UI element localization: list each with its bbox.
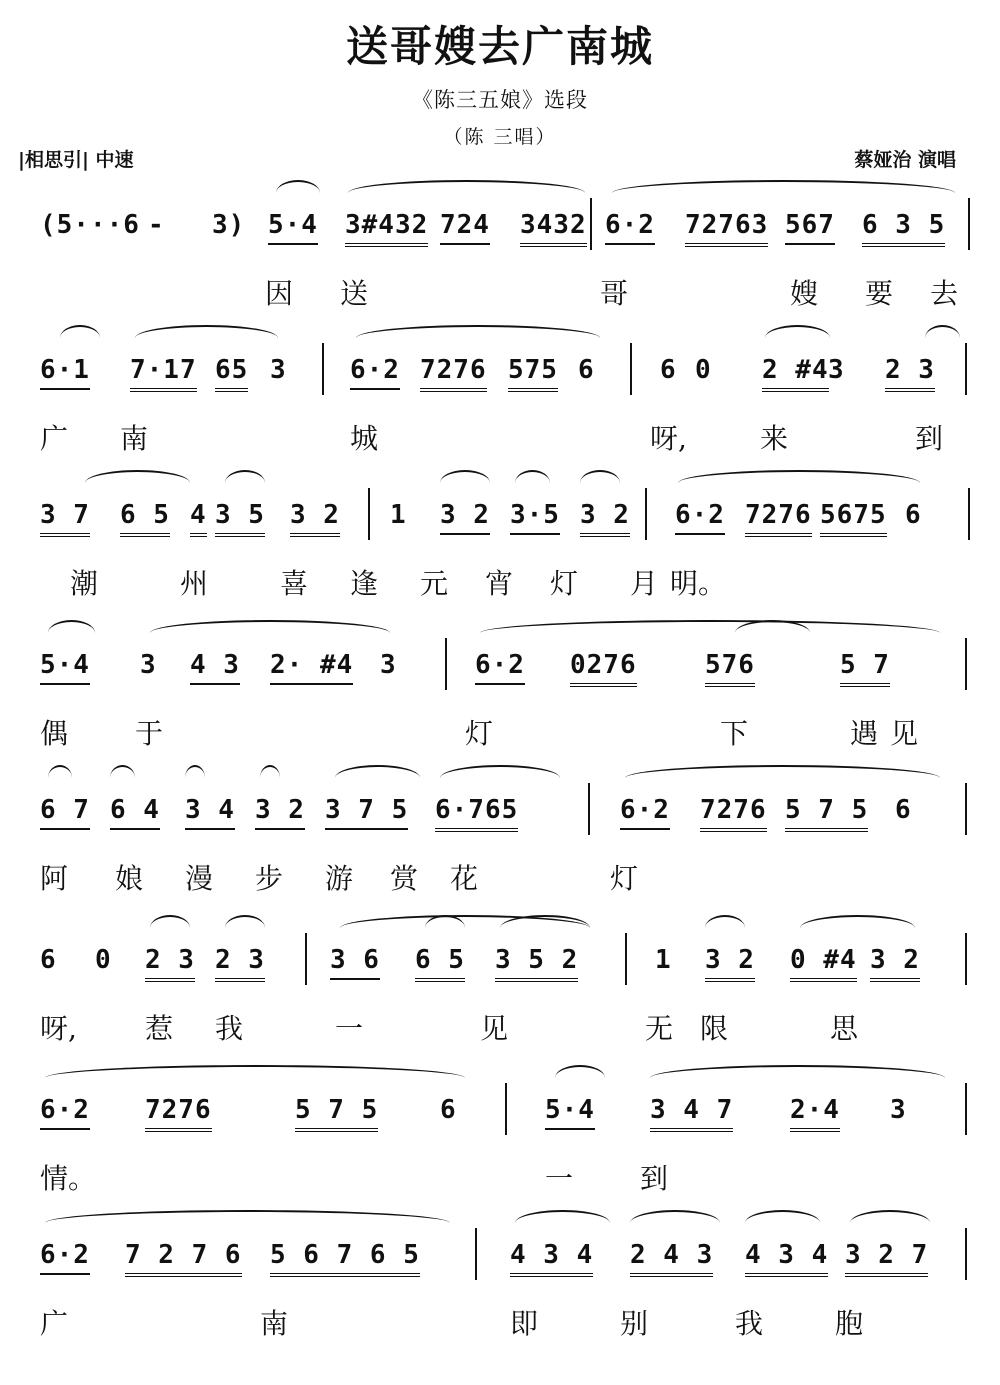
note-group: 5 7 xyxy=(840,650,890,687)
note-group: 5·4 xyxy=(40,650,90,685)
slur-arc xyxy=(678,470,920,496)
note-group: 6·2 xyxy=(620,795,670,830)
lyric-char: 去 xyxy=(930,277,959,310)
note-group: 3·5 xyxy=(510,500,560,535)
slur-arc xyxy=(800,915,915,941)
note-group: 3 4 xyxy=(185,795,235,830)
bar-line xyxy=(965,343,967,395)
lyric-char: 惹 xyxy=(145,1012,174,1045)
slur-arc xyxy=(335,765,420,791)
slur-arc xyxy=(225,915,265,941)
note-group: 7276 xyxy=(145,1095,212,1132)
lyric-char: 元 xyxy=(420,567,449,600)
bar-line xyxy=(968,198,970,250)
bar-line xyxy=(965,933,967,985)
lyric-char: 广 xyxy=(40,1307,69,1340)
note-group: 6 xyxy=(660,355,677,385)
bar-line xyxy=(322,343,324,395)
slur-arc xyxy=(45,1065,465,1091)
note-group: 3 2 xyxy=(290,500,340,537)
bar-line xyxy=(968,488,970,540)
note-group: 6 7 xyxy=(40,795,90,830)
lyric-char: 于 xyxy=(135,717,164,750)
note-group: 3 2 xyxy=(580,500,630,537)
note-group: 2· #4 xyxy=(270,650,353,685)
lyric-char: 胞 xyxy=(835,1307,864,1340)
lyric-char: 州 xyxy=(180,567,209,600)
lyric-char: 一 xyxy=(335,1012,364,1045)
note-group: 3 7 5 xyxy=(325,795,408,830)
slur-arc xyxy=(612,180,955,206)
slur-arc xyxy=(555,1065,605,1091)
note-group: 5675 xyxy=(820,500,887,537)
lyric-char: 要 xyxy=(865,277,894,310)
bar-line xyxy=(645,488,647,540)
note-group: 3 5 xyxy=(215,500,265,537)
slur-arc xyxy=(850,1210,930,1236)
note-group: 65 xyxy=(215,355,248,392)
note-group: 1 xyxy=(655,945,672,975)
note-group: 7276 xyxy=(420,355,487,392)
note-group: 2 3 xyxy=(215,945,265,982)
note-group: 0 #4 xyxy=(790,945,857,982)
note-group: 2 3 xyxy=(145,945,195,982)
bar-line xyxy=(445,638,447,690)
note-group: 6·765 xyxy=(435,795,518,832)
note-group: 5 7 5 xyxy=(295,1095,378,1132)
slur-arc xyxy=(85,470,190,496)
lyric-line xyxy=(0,857,1000,897)
note-group: 5 7 5 xyxy=(785,795,868,832)
slur-arc xyxy=(925,325,960,351)
slur-arc xyxy=(185,765,205,791)
note-group: 6·1 xyxy=(40,355,90,390)
note-group: 3 2 xyxy=(255,795,305,830)
lyric-char: 偶 xyxy=(40,717,69,750)
note-group: 6·2 xyxy=(605,210,655,245)
slur-arc xyxy=(225,470,265,496)
bar-line xyxy=(630,343,632,395)
note-group: 3 xyxy=(380,650,397,680)
note-group: 6·2 xyxy=(675,500,725,535)
note-group: 6 5 xyxy=(120,500,170,537)
lyric-char: 漫 xyxy=(185,862,214,895)
lyric-char: 遇 xyxy=(850,717,879,750)
lyric-char: 送 xyxy=(340,277,369,310)
lyric-char: 限 xyxy=(700,1012,729,1045)
lyric-char: 南 xyxy=(260,1307,289,1340)
note-group: 2 #4 xyxy=(762,355,829,392)
bar-line xyxy=(625,933,627,985)
note-group: 724 xyxy=(440,210,490,245)
slur-arc xyxy=(45,1210,450,1236)
lyric-char: 潮 xyxy=(70,567,99,600)
lyric-char: 别 xyxy=(620,1307,649,1340)
lyric-char: 赏 xyxy=(390,862,419,895)
slur-arc xyxy=(48,765,72,791)
slur-arc xyxy=(135,325,278,351)
lyric-char: 喜 xyxy=(280,567,309,600)
lyric-char: 呀, xyxy=(650,422,687,455)
lyric-char: 到 xyxy=(915,422,944,455)
slur-arc xyxy=(625,765,940,791)
lyric-char: 娘 xyxy=(115,862,144,895)
note-group: 567 xyxy=(785,210,835,245)
note-group: 2 4 3 xyxy=(630,1240,713,1277)
note-group: 6·2 xyxy=(40,1095,90,1130)
lyric-char: 宵 xyxy=(485,567,514,600)
note-group: 5·4 xyxy=(545,1095,595,1130)
note-group: 2·4 xyxy=(790,1095,840,1132)
song-subtitle: 《陈三五娘》选段 xyxy=(412,88,588,112)
lyric-char: 来 xyxy=(760,422,789,455)
lyric-char: 明。 xyxy=(670,567,727,600)
slur-arc xyxy=(425,915,465,941)
note-group: 1 xyxy=(390,500,407,530)
bar-line xyxy=(965,1228,967,1280)
note-group: 5·4 xyxy=(268,210,318,245)
note-group: 4 3 4 xyxy=(745,1240,828,1277)
slur-arc xyxy=(515,1210,610,1236)
slur-arc xyxy=(735,620,810,646)
lyric-char: 阿 xyxy=(40,862,69,895)
notation-line xyxy=(0,945,1000,985)
tempo-marking: |相思引| 中速 xyxy=(18,149,134,171)
lyric-char: 我 xyxy=(735,1307,764,1340)
lyric-line xyxy=(0,1007,1000,1047)
lyric-char: 嫂 xyxy=(790,277,819,310)
note-group: 3432 xyxy=(520,210,587,247)
note-group: 6·2 xyxy=(40,1240,90,1275)
slur-arc xyxy=(440,765,560,791)
lyric-char: 游 xyxy=(325,862,354,895)
lyric-char: 见 xyxy=(890,717,919,750)
note-group: 2 3 xyxy=(885,355,935,392)
note-group: 6 xyxy=(440,1095,457,1125)
notation-line xyxy=(0,795,1000,835)
slur-arc xyxy=(500,915,590,941)
lyric-char: 情。 xyxy=(40,1162,97,1195)
note-group: - xyxy=(148,210,165,240)
lyric-char: 广 xyxy=(40,422,69,455)
bar-line xyxy=(475,1228,477,1280)
notation-line xyxy=(0,650,1000,690)
lyric-line xyxy=(0,562,1000,602)
notation-line xyxy=(0,500,1000,540)
lyric-line xyxy=(0,712,1000,752)
note-group: 6 5 xyxy=(415,945,465,982)
note-group: 6 xyxy=(895,795,912,825)
note-group: 3 6 xyxy=(330,945,380,980)
lyric-char: 灯 xyxy=(465,717,494,750)
note-group: 3 2 xyxy=(705,945,755,982)
lyric-char: 花 xyxy=(450,862,479,895)
note-group: 3) xyxy=(212,210,246,240)
bar-line xyxy=(965,638,967,690)
slur-arc xyxy=(356,325,600,351)
song-title: 送哥嫂去广南城 xyxy=(345,22,654,71)
bar-line xyxy=(588,783,590,835)
note-group: 7276 xyxy=(700,795,767,832)
slur-arc xyxy=(348,180,585,206)
lyric-char: 思 xyxy=(830,1012,859,1045)
lyric-char: 灯 xyxy=(610,862,639,895)
bar-line xyxy=(305,933,307,985)
lyric-char: 即 xyxy=(510,1307,539,1340)
bar-line xyxy=(590,198,592,250)
note-group: 4 xyxy=(190,500,207,537)
note-group: 3 xyxy=(828,355,845,385)
bar-line xyxy=(965,783,967,835)
note-group: 7·17 xyxy=(130,355,197,392)
note-group: 7 2 7 6 xyxy=(125,1240,242,1277)
note-group: 0 xyxy=(695,355,712,385)
slur-arc xyxy=(260,765,280,791)
lyric-char: 到 xyxy=(640,1162,669,1195)
note-group: 5 6 7 6 5 xyxy=(270,1240,420,1277)
lyric-line xyxy=(0,1157,1000,1197)
slur-arc xyxy=(480,620,940,646)
lyric-line xyxy=(0,417,1000,457)
lyric-char: 因 xyxy=(265,277,294,310)
note-group: 0276 xyxy=(570,650,637,687)
note-group: 3 xyxy=(270,355,287,385)
note-group: 72763 xyxy=(685,210,768,247)
notation-line xyxy=(0,210,1000,250)
note-group: 6·2 xyxy=(350,355,400,390)
slur-arc xyxy=(745,1210,820,1236)
slur-arc xyxy=(48,620,95,646)
slur-arc xyxy=(440,470,490,496)
bar-line xyxy=(368,488,370,540)
note-group: 6 3 5 xyxy=(862,210,945,247)
slur-arc xyxy=(515,470,550,496)
lyric-char: 见 xyxy=(480,1012,509,1045)
bar-line xyxy=(965,1083,967,1135)
lyric-char: 无 xyxy=(645,1012,674,1045)
notation-line xyxy=(0,1240,1000,1280)
note-group: 0 xyxy=(95,945,112,975)
slur-arc xyxy=(765,325,830,351)
singer-note: （陈 三唱） xyxy=(443,126,557,148)
lyric-char: 步 xyxy=(255,862,284,895)
note-group: 3 2 7 xyxy=(845,1240,928,1277)
note-group: 3 xyxy=(890,1095,907,1125)
note-group: 4 3 4 xyxy=(510,1240,593,1277)
lyric-char: 哥 xyxy=(600,277,629,310)
note-group: 6 4 xyxy=(110,795,160,830)
lyric-char: 灯 xyxy=(550,567,579,600)
note-group: 6 xyxy=(40,945,57,975)
note-group: 3#432 xyxy=(345,210,428,247)
note-group: 3 5 2 xyxy=(495,945,578,982)
slur-arc xyxy=(150,620,390,646)
note-group: 7276 xyxy=(745,500,812,537)
slur-arc xyxy=(276,180,320,206)
note-group: 3 4 7 xyxy=(650,1095,733,1132)
lyric-char: 下 xyxy=(720,717,749,750)
slur-arc xyxy=(150,915,190,941)
notation-line xyxy=(0,1095,1000,1135)
slur-arc xyxy=(705,915,745,941)
lyric-char: 我 xyxy=(215,1012,244,1045)
note-group: 575 xyxy=(508,355,558,392)
lyric-char: 南 xyxy=(120,422,149,455)
slur-arc xyxy=(60,325,100,351)
lyric-char: 城 xyxy=(350,422,379,455)
performer-credit: 蔡娅治 演唱 xyxy=(854,149,956,171)
notation-line xyxy=(0,355,1000,395)
note-group: 6 xyxy=(905,500,922,530)
note-group: 3 xyxy=(140,650,157,680)
note-group: 6·2 xyxy=(475,650,525,685)
slur-arc xyxy=(580,470,620,496)
lyric-char: 逢 xyxy=(350,567,379,600)
lyric-char: 一 xyxy=(545,1162,574,1195)
lyric-char: 月 xyxy=(630,567,659,600)
note-group: 576 xyxy=(705,650,755,687)
note-group: 3 7 xyxy=(40,500,90,537)
lyric-char: 呀, xyxy=(40,1012,77,1045)
note-group: 6 xyxy=(578,355,595,385)
lyric-line xyxy=(0,1302,1000,1342)
bar-line xyxy=(505,1083,507,1135)
note-group: 3 2 xyxy=(440,500,490,535)
note-group: 3 2 xyxy=(870,945,920,982)
note-group: (5···6 xyxy=(40,210,140,240)
slur-arc xyxy=(650,1065,945,1091)
lyric-line xyxy=(0,272,1000,312)
slur-arc xyxy=(110,765,135,791)
note-group: 4 3 xyxy=(190,650,240,685)
slur-arc xyxy=(630,1210,720,1236)
